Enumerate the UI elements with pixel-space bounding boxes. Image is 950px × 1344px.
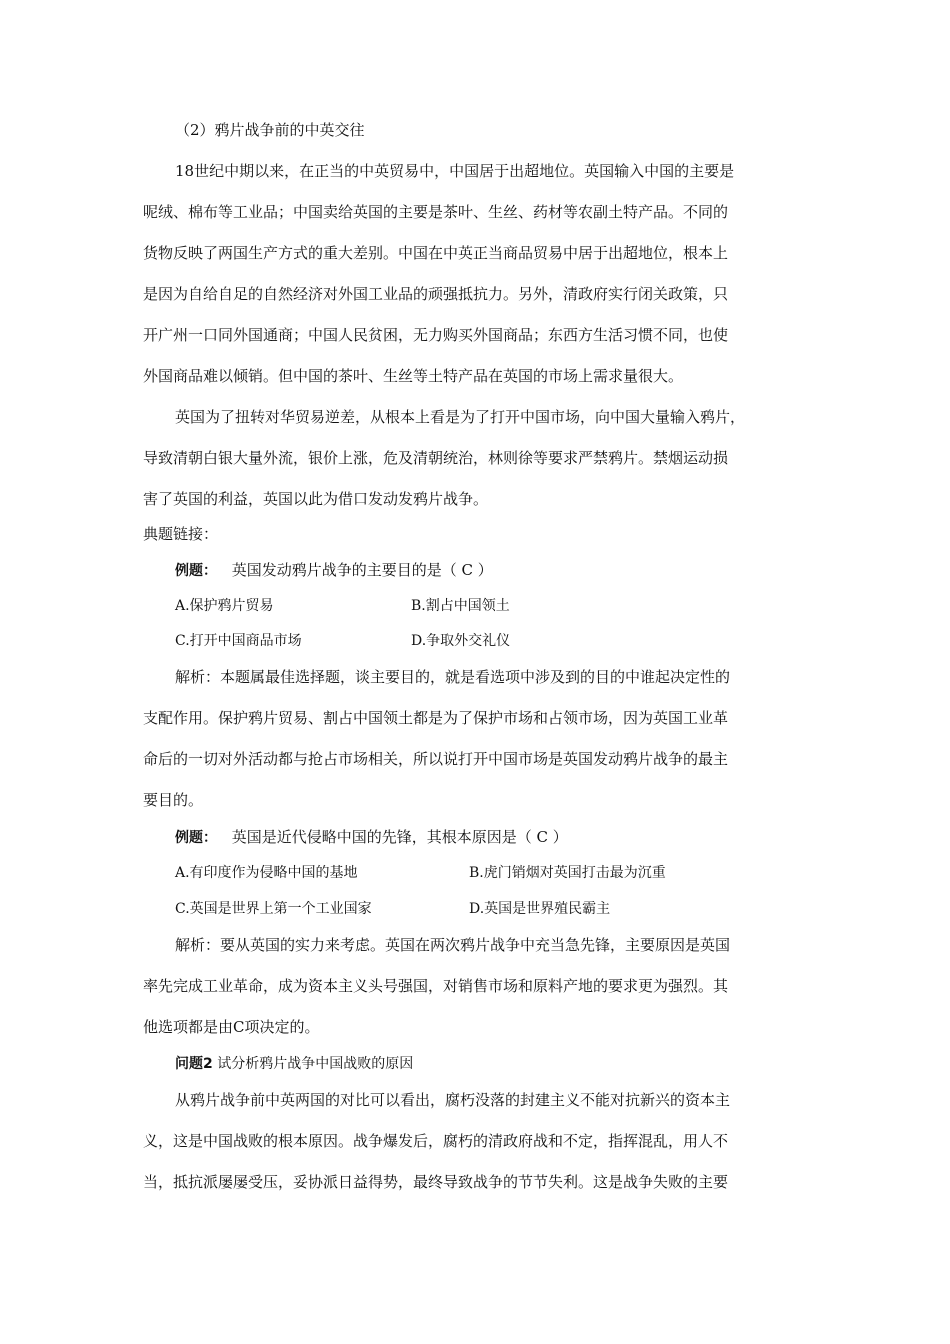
example-label: 例题： bbox=[175, 830, 217, 846]
question-heading bbox=[175, 1053, 413, 1074]
analysis-line: 他选项都是由C项决定的。 bbox=[143, 1018, 320, 1036]
paragraph-line: 从鸦片战争前中英两国的对比可以看出，腐朽没落的封建主义不能对抗新兴的资本主 bbox=[175, 1091, 731, 1109]
question-label: 问题2 bbox=[175, 1056, 213, 1072]
paragraph-line: 义，这是中国战败的根本原因。战争爆发后，腐朽的清政府战和不定，指挥混乱，用人不 bbox=[143, 1132, 729, 1150]
analysis-line: 解析：本题属最佳选择题，谈主要目的，就是看选项中涉及到的目的中谁起决定性的 bbox=[175, 668, 731, 686]
analysis-line: 支配作用。保护鸦片贸易、割占中国领土都是为了保护市场和占领市场，因为英国工业革 bbox=[143, 709, 729, 727]
example-question-text: 英国是近代侵略中国的先锋，其根本原因是（ C ） bbox=[231, 828, 568, 846]
analysis-line: 解析：要从英国的实力来考虑。英国在两次鸦片战争中充当急先锋，主要原因是英国 bbox=[175, 936, 731, 954]
option-a: A.有印度作为侵略中国的基地 bbox=[175, 865, 358, 881]
paragraph-line: 害了英国的利益，英国以此为借口发动发鸦片战争。 bbox=[143, 490, 489, 508]
option-b: B.虎门销烟对英国打击最为沉重 bbox=[469, 865, 666, 881]
link-heading: 典题链接： bbox=[143, 525, 219, 543]
example-label: 例题： bbox=[175, 563, 217, 579]
paragraph-line: 呢绒、棉布等工业品；中国卖给英国的主要是茶叶、生丝、药材等农副土特产品。不同的 bbox=[143, 203, 729, 221]
example-question bbox=[175, 560, 493, 581]
paragraph-line: 外国商品难以倾销。但中国的茶叶、生丝等土特产品在英国的市场上需求量很大。 bbox=[143, 367, 684, 385]
paragraph-line: 18世纪中期以来，在正当的中英贸易中，中国居于出超地位。英国输入中国的主要是 bbox=[175, 162, 735, 180]
example-question-text: 英国发动鸦片战争的主要目的是（ C ） bbox=[231, 561, 493, 579]
paragraph-line: 是因为自给自足的自然经济对外国工业品的顽强抵抗力。另外，清政府实行闭关政策，只 bbox=[143, 285, 729, 303]
paragraph-line: 当，抵抗派屡屡受压，妥协派日益得势，最终导致战争的节节失利。这是战争失败的主要 bbox=[143, 1173, 729, 1191]
paragraph-line: 英国为了扭转对华贸易逆差，从根本上看是为了打开中国市场，向中国大量输入鸦片， bbox=[175, 408, 746, 426]
option-c: C.英国是世界上第一个工业国家 bbox=[175, 901, 372, 917]
question-title: 试分析鸦片战争中国战败的原因 bbox=[212, 1056, 414, 1072]
option-d: D.英国是世界殖民霸主 bbox=[469, 901, 611, 917]
option-d: D.争取外交礼仪 bbox=[411, 633, 511, 649]
analysis-line: 率先完成工业革命，成为资本主义头号强国，对销售市场和原料产地的要求更为强烈。其 bbox=[143, 977, 729, 995]
section-heading: （2）鸦片战争前的中英交往 bbox=[175, 121, 365, 139]
example-question bbox=[175, 827, 568, 848]
analysis-line: 命后的一切对外活动都与抢占市场相关，所以说打开中国市场是英国发动鸦片战争的最主 bbox=[143, 750, 729, 768]
paragraph-line: 开广州一口同外国通商；中国人民贫困，无力购买外国商品；东西方生活习惯不同，也使 bbox=[143, 326, 729, 344]
analysis-line: 要目的。 bbox=[143, 791, 204, 809]
paragraph-line: 导致清朝白银大量外流，银价上涨，危及清朝统治，林则徐等要求严禁鸦片。禁烟运动损 bbox=[143, 449, 729, 467]
option-a: A.保护鸦片贸易 bbox=[175, 598, 274, 614]
option-c: C.打开中国商品市场 bbox=[175, 633, 302, 649]
option-b: B.割占中国领土 bbox=[411, 598, 510, 614]
paragraph-line: 货物反映了两国生产方式的重大差别。中国在中英正当商品贸易中居于出超地位，根本上 bbox=[143, 244, 729, 262]
